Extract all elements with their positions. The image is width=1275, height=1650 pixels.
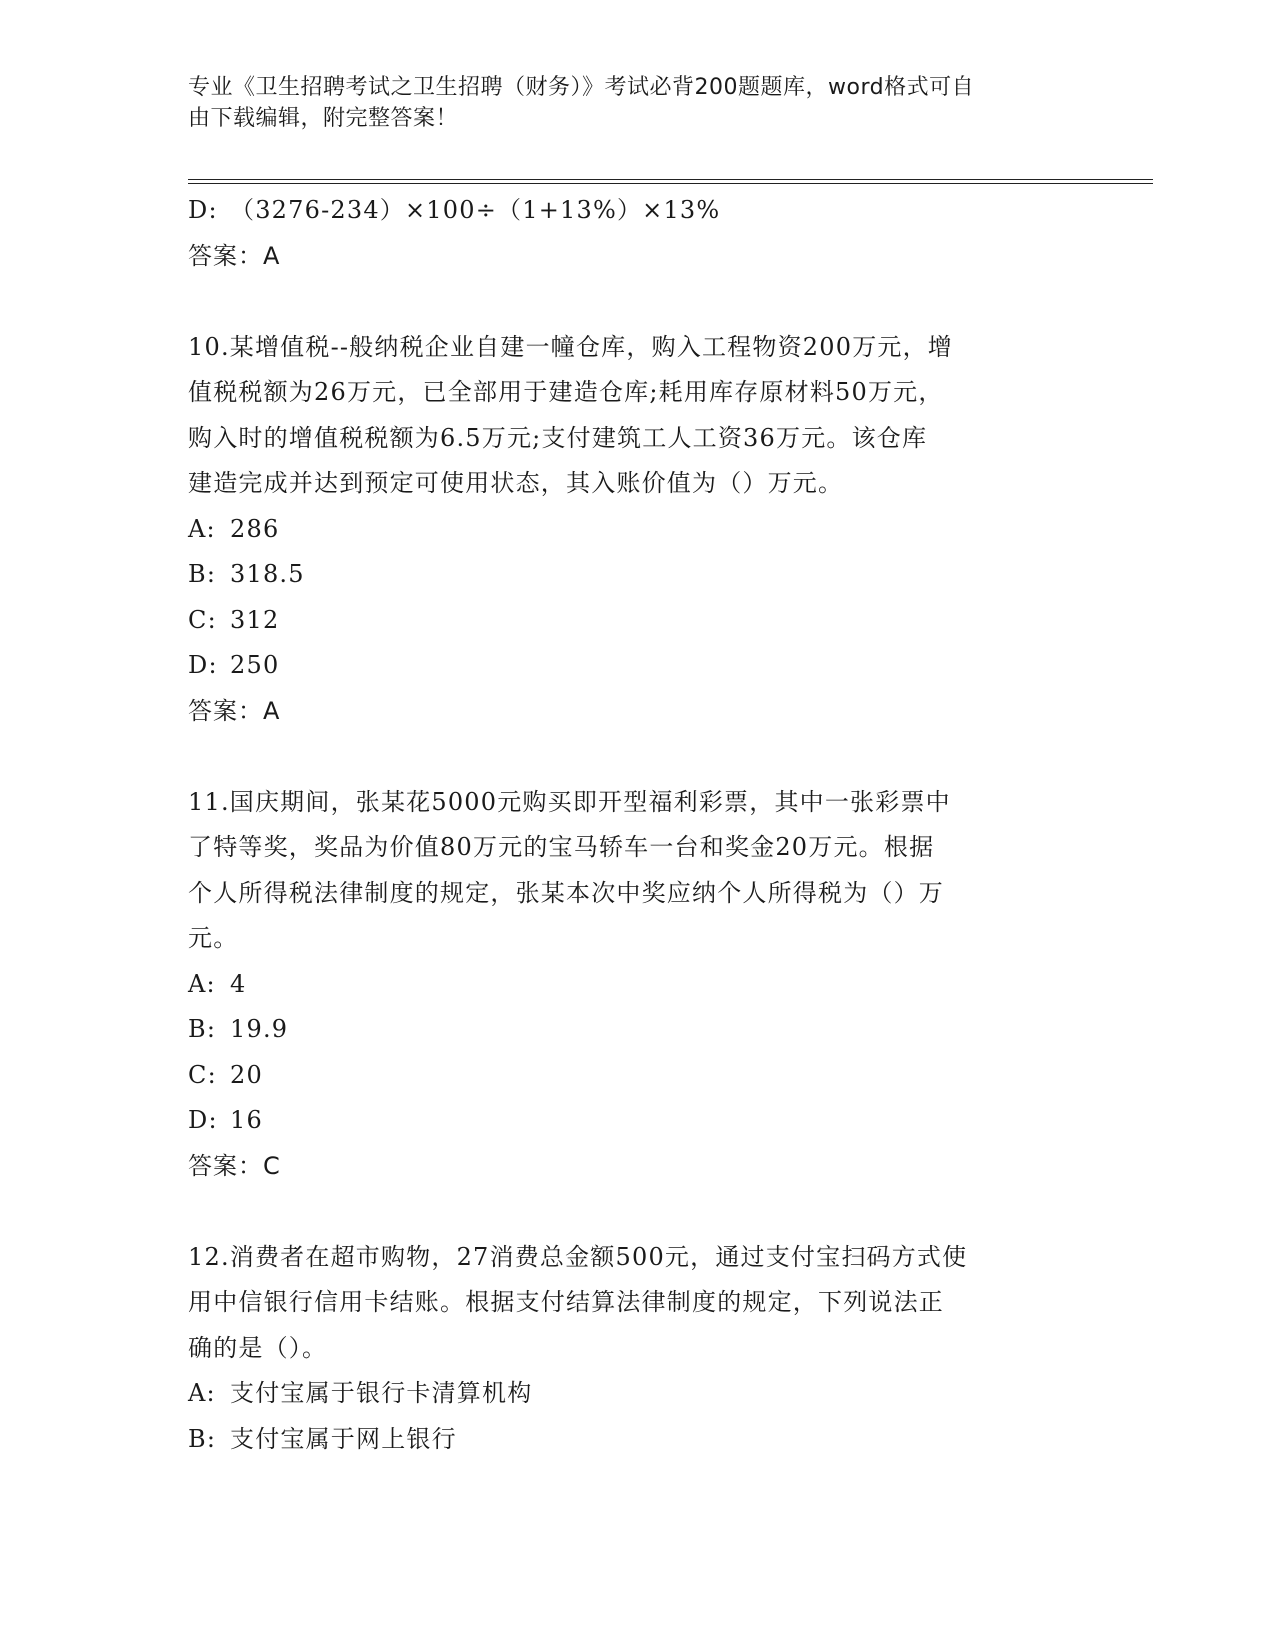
option-label: B: — [188, 1424, 217, 1453]
option-label: A: — [188, 969, 216, 998]
option-label: D: — [188, 196, 218, 224]
header-divider-top — [188, 179, 1153, 180]
option-text: 支付宝属于银行卡清算机构 — [230, 1379, 533, 1407]
option-text: 20 — [230, 1060, 263, 1089]
option-text: 支付宝属于网上银行 — [230, 1424, 457, 1453]
question-text-line: 个人所得税法律制度的规定，张某本次中奖应纳个人所得税为（）万 — [188, 878, 944, 907]
option-label: C: — [188, 1060, 217, 1089]
header-divider-bottom — [188, 183, 1153, 184]
option-label: D: — [188, 1106, 218, 1134]
question-text-line: 确的是（）。 — [188, 1333, 328, 1362]
question-text-line: 购入时的增值税税额为6.5万元;支付建筑工人工资36万元。该仓库 — [188, 423, 928, 452]
question-text-line: 建造完成并达到预定可使用状态，其入账价值为（）万元。 — [188, 469, 844, 497]
question-text-line: 值税税额为26万元，已全部用于建造仓库;耗用库存原材料50万元， — [188, 378, 944, 406]
option-text: 318.5 — [230, 560, 305, 588]
option-b — [188, 1007, 1088, 1053]
option-text: 250 — [230, 651, 280, 679]
question-11 — [188, 780, 1088, 1190]
answer: 答案：A — [188, 696, 281, 725]
answer: 答案：C — [188, 1151, 281, 1180]
option-d — [188, 643, 1088, 689]
option-d — [188, 1098, 1088, 1144]
header-line-2: 由下载编辑，附完整答案！ — [188, 106, 459, 131]
option-text: 19.9 — [230, 1015, 289, 1043]
prev-answer: 答案：A — [188, 241, 281, 270]
option-label: B: — [188, 560, 217, 588]
question-text-line: 元。 — [188, 924, 239, 952]
option-label: A: — [188, 1379, 216, 1407]
option-a — [188, 1371, 1088, 1417]
prev-option-d — [188, 188, 1088, 234]
header-line-1: 专业《卫生招聘考试之卫生招聘（财务）》考试必背200题题库，word格式可自 — [188, 75, 975, 100]
option-a — [188, 962, 1088, 1008]
spacer — [188, 734, 1088, 780]
option-b — [188, 1417, 1088, 1463]
spacer — [188, 1189, 1088, 1235]
option-text: 312 — [230, 605, 280, 634]
question-text-line: 12.消费者在超市购物，27消费总金额500元，通过支付宝扫码方式使 — [188, 1242, 968, 1271]
document-header — [188, 72, 1068, 134]
question-text-line: 11.国庆期间，张某花5000元购买即开型福利彩票，其中一张彩票中 — [188, 787, 951, 816]
option-text: 4 — [230, 969, 247, 998]
spacer — [188, 279, 1088, 325]
question-text-line: 用中信银行信用卡结账。根据支付结算法律制度的规定，下列说法正 — [188, 1288, 944, 1316]
option-c — [188, 1053, 1088, 1099]
option-label: A: — [188, 514, 216, 543]
option-b — [188, 552, 1088, 598]
option-label: B: — [188, 1015, 217, 1043]
option-a — [188, 507, 1088, 553]
question-text-line: 10.某增值税--般纳税企业自建一幢仓库，购入工程物资200万元，增 — [188, 332, 953, 361]
option-label: C: — [188, 605, 217, 634]
option-text: 286 — [230, 514, 280, 543]
option-c — [188, 598, 1088, 644]
option-text: 16 — [230, 1106, 263, 1134]
option-text: （3276-234）×100÷（1+13%）×13% — [230, 196, 721, 224]
question-12 — [188, 1235, 1088, 1463]
question-text-line: 了特等奖，奖品为价值80万元的宝马轿车一台和奖金20万元。根据 — [188, 833, 935, 861]
document-body — [188, 188, 1088, 1462]
question-10 — [188, 325, 1088, 735]
option-label: D: — [188, 651, 218, 679]
